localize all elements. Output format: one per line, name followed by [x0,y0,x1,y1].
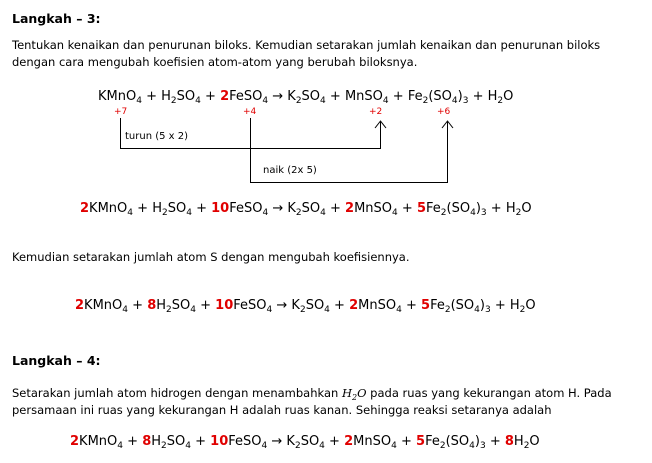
eq2-h2o: $H_2O$ [505,201,532,218]
plus-sign: + [405,298,417,313]
step4-paragraph-line2: persamaan ini ruas yang kekurangan H adalah ruas kanan. Sehingga reaksi setaranya adalah [12,403,552,417]
equation-2 [80,201,532,216]
coefficient: 2 [220,89,230,104]
eq4-mnso4: 2MnSO$_4$ [344,434,397,451]
coefficient: 2 [80,201,90,216]
eq4-fe2so43: $5Fe_2(SO_4)_3$ [416,434,486,451]
eq3-mnso4: 2MnSO$_4$ [349,298,402,315]
oxidation-fe-right: +6 [437,107,451,117]
step4-paragraph-line1: Setarakan jumlah atom hidrogen dengan menambahkan $H_2O$ pada ruas yang kekurangan atom H. Pada [12,386,612,402]
step4-heading: Langkah – 4: [12,353,101,368]
plus-sign: + [132,298,144,313]
step4-paragraph [12,385,612,419]
eq1-h2o: $H_2O$ [487,89,514,106]
eq1-mnso4: MnSO$_4$ [344,89,389,106]
reaction-arrow: → [276,298,288,313]
coefficient: 10 [215,298,234,313]
coefficient: 10 [210,434,229,449]
coefficient: 2 [70,434,80,449]
equation-3 [75,298,536,313]
plus-sign: + [127,434,139,449]
coefficient: 5 [416,434,426,449]
plus-sign: + [392,89,404,104]
water-formula: $H_2O$ [341,386,367,402]
coefficient: 5 [421,298,431,313]
eq3-h2o: $H_2O$ [509,298,536,315]
naik-label: naik (2x 5) [263,165,317,176]
plus-sign: + [330,201,341,216]
eq4-h2o: $8H_2O$ [504,434,540,451]
eq4-h2so4: $8H_2SO_4$ [142,434,191,451]
eq4-k2so4: $K_2SO_4$ [286,434,325,451]
coefficient: 8 [147,298,157,313]
eq1-h2so4: $H_2SO_4$ [161,89,201,106]
plus-sign: + [334,298,345,313]
oxidation-mn-right: +2 [369,107,383,117]
eq1-k2so4: $K_2SO_4$ [287,89,326,106]
oxidation-fe-left: +4 [243,107,257,117]
eq1-feso4: 2FeSO$_4$ [220,89,269,106]
oxidation-mn-left: +7 [114,107,128,117]
plus-sign: + [205,89,216,104]
coefficient: 5 [416,201,427,216]
plus-sign: + [137,201,149,216]
eq2-kmno4: 2KMnO$_4$ [80,201,133,218]
turun-label: turun (5 x 2) [125,131,189,142]
coefficient: 10 [211,201,230,216]
eq2-fe2so43: $5Fe_2(SO_4)_3$ [416,201,487,218]
sulfur-balance-text: Kemudian setarakan jumlah atom S dengan mengubah koefisiennya. [12,250,410,264]
eq1-fe2so43: $Fe_2(SO_4)_3$ [407,89,469,106]
eq3-feso4: 10FeSO$_4$ [215,298,273,315]
equation-4-balanced [70,434,540,449]
reaction-arrow: → [272,201,284,216]
coefficient: 2 [349,298,359,313]
eq3-k2so4: $K_2SO_4$ [291,298,330,315]
step3-heading: Langkah – 3: [12,11,101,26]
coefficient: 8 [504,434,514,449]
eq3-h2so4: $8H_2SO_4$ [147,298,196,315]
eq2-mnso4: 2MnSO$_4$ [345,201,398,218]
step3-paragraph-line2: dengan cara mengubah koefisien atom-atom yang berubah biloksnya. [12,55,418,69]
plus-sign: + [401,201,413,216]
coefficient: 2 [345,201,355,216]
plus-sign: + [195,434,207,449]
plus-sign: + [329,434,340,449]
eq2-h2so4: $H_2SO_4$ [152,201,192,218]
eq2-feso4: 10FeSO$_4$ [211,201,269,218]
eq1-kmno4: KMnO$_4$ [98,89,142,106]
reaction-arrow: → [271,434,283,449]
coefficient: 2 [75,298,85,313]
coefficient: 8 [142,434,152,449]
plus-sign: + [329,89,341,104]
eq4-kmno4: 2KMnO$_4$ [70,434,123,451]
plus-sign: + [200,298,212,313]
plus-sign: + [494,298,506,313]
reaction-arrow: → [272,89,284,104]
eq3-fe2so43: $5Fe_2(SO_4)_3$ [421,298,491,315]
step3-paragraph-line1: Tentukan kenaikan dan penurunan biloks. Kemudian setarakan jumlah kenaikan dan penurunan biloks [12,38,601,52]
plus-sign: + [400,434,412,449]
coefficient: 2 [344,434,354,449]
plus-sign: + [489,434,501,449]
plus-sign: + [146,89,157,104]
plus-sign: + [490,201,502,216]
plus-sign: + [196,201,207,216]
eq3-kmno4: 2KMnO$_4$ [75,298,128,315]
eq4-feso4: 10FeSO$_4$ [210,434,268,451]
eq2-k2so4: $K_2SO_4$ [287,201,326,218]
plus-sign: + [472,89,484,104]
